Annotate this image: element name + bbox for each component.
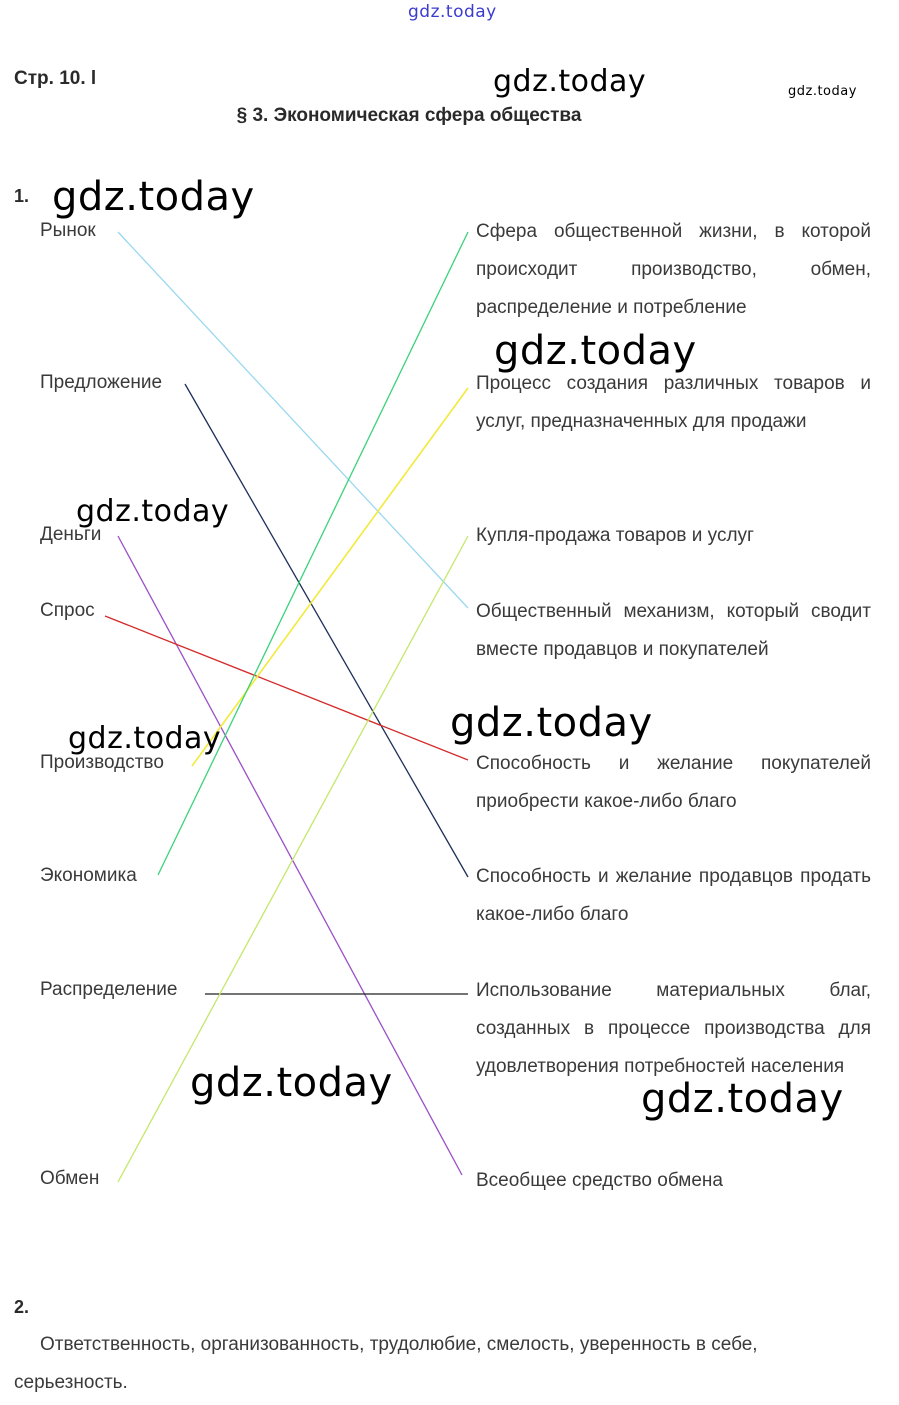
definition-predlozhenie: Способность и желание продавцов продать какое-либо благо [476, 866, 871, 925]
term-dengi: Деньги [40, 524, 102, 545]
term-rynok: Рынок [40, 220, 96, 241]
line-ekonomika [158, 232, 468, 875]
line-proizvodstvo [192, 388, 468, 766]
definition-ekonomika: Сфера общественной жизни, в которой происходит производство, обмен, распределение и потребление [476, 221, 871, 318]
term-raspredelenie: Распределение [40, 979, 178, 1000]
line-predlozhenie [185, 384, 468, 877]
page-number: Стр. 10. l [14, 68, 97, 89]
watermark-bottom-center: gdz.today [190, 1060, 393, 1106]
watermark-header: gdz.today [493, 64, 647, 99]
watermark-mid-right-2: gdz.today [450, 700, 653, 746]
term-proizvodstvo: Производство [40, 752, 164, 773]
task-2-number: 2. [14, 1297, 30, 1317]
definition-dengi: Всеобщее средство обмена [476, 1170, 723, 1191]
term-spros: Спрос [40, 600, 95, 621]
term-obmen: Обмен [40, 1168, 100, 1189]
term-predlozhenie: Предложение [40, 372, 163, 393]
watermark-task1: gdz.today [52, 174, 255, 220]
task-2-answer: Ответственность, организованность, трудолюбие, смелость, уверенность в себе, серьезность. [14, 1334, 758, 1393]
section-title: § 3. Экономическая сфера общества [236, 105, 582, 126]
watermark-bottom-right: gdz.today [641, 1076, 844, 1122]
definition-proizvodstvo: Процесс создания различных товаров и услуг, предназначенных для продажи [476, 373, 871, 432]
watermark-left-dengi: gdz.today [76, 494, 230, 529]
line-rynok [118, 232, 468, 608]
definition-obmen: Купля-продажа товаров и услуг [476, 525, 754, 546]
task-1-number: 1. [14, 186, 30, 206]
definition-spros: Способность и желание покупателей приобрести какое-либо благо [476, 753, 871, 812]
watermark-top: gdz.today [408, 2, 497, 22]
definition-raspredelenie: Использование материальных благ, созданных в процессе производства для удовлетворения потребностей населения [476, 980, 871, 1077]
watermark-left-proizvodstvo: gdz.today [68, 721, 222, 756]
definition-rynok: Общественный механизм, который сводит вместе продавцов и покупателей [476, 601, 871, 660]
watermark-header-small: gdz.today [788, 84, 857, 99]
watermark-mid-right-1: gdz.today [494, 328, 697, 374]
term-ekonomika: Экономика [40, 865, 137, 886]
